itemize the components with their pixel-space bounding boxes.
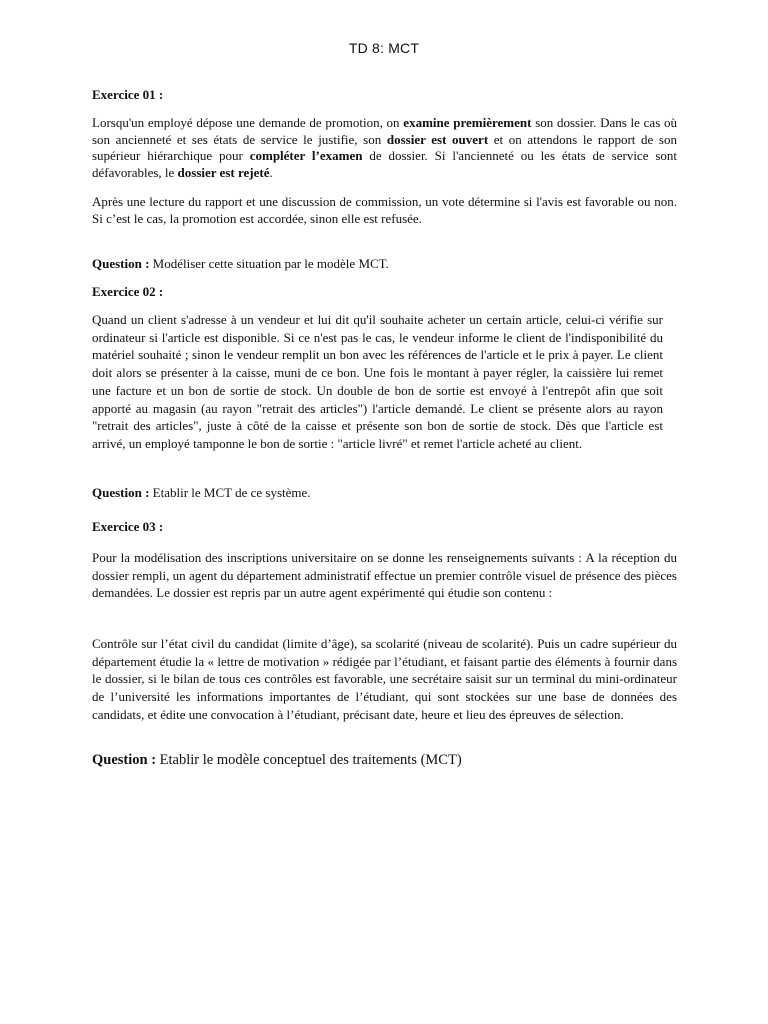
emphasis-text: dossier est ouvert [386,131,489,147]
question-text: Etablir le MCT de ce système. [149,485,311,500]
page-title: TD 8: MCT [348,40,420,56]
exercise-3-paragraph-2: Contrôle sur l’état civil du candidat (limite d’âge), sa scolarité (niveau de scolarité). Puis un cadre supérieur du département étudie la « lettre de motivation » rédigée par l’étudiant, et faisant partie des éléments à fournir dans le dossier, si le bilan de tous ces contrôles est favorable, une secrétaire saisit sur un terminal du mini-ordinateur de l’université les informations importantes de l’étudiant, qui sont stockées sur une base de données des candidats, et édite une convocation à l’étudiant, précisant date, heure et lieu des épreuves de sélection. [92,636,677,722]
question-text: Etablir le modèle conceptuel des traitements (MCT) [156,752,462,768]
exercise-2-paragraph: Quand un client s'adresse à un vendeur et lui dit qu'il souhaite acheter un certain article, celui-ci vérifie sur ordinateur si l'article est disponible. Si ce n'est pas le cas, le vendeur informe le client de l'indisponibilité du matériel souhaité ; sinon le vendeur remplit un bon avec les références de l'article et le prix à payer. Le client doit alors se présenter à la caisse, muni de ce bon. Une fois le montant à payer régler, la caissière lui remet une facture et un bon de sortie de stock. Un double de bon de sortie est envoyé à l'entrepôt afin que soit apporté au magasin (au rayon "retrait des articles") l'article demandé. Le client se présente alors au rayon "retrait des articles", juste à côté de la caisse et présente son bon de sortie de stock. Dès que l'article est arrivé, un employé tamponne le bon de sortie : "article livré" et remet l'article acheté au client. [92,312,663,451]
exercise-1-paragraph-2: Après une lecture du rapport et une discussion de commission, un vote détermine si l'avis est favorable ou non. Si c’est le cas, la promotion est accordée, sinon elle est refusée. [92,194,677,226]
question-label: Question : [92,752,157,768]
text-run: de dossier. Si l'ancienneté ou les états de service sont défavorables, le [92,148,677,180]
exercise-3-question [92,752,462,769]
exercise-1-paragraph-1 [92,115,677,181]
exercise-1-heading: Exercice 01 : [92,87,164,102]
exercise-2-question [92,485,311,501]
exercise-3-paragraph-1: Pour la modélisation des inscriptions universitaire on se donne les renseignements suivants : A la réception du dossier rempli, un agent du département administratif effectue un premier contrôle visuel de présence des pièces demandées. Le dossier est repris par un autre agent expérimenté qui étudie son contenu : [92,550,677,601]
exercise-2-heading: Exercice 02 : [92,284,164,299]
text-run: son dossier. Dans le cas où son ancienneté et ses états de service le justifie, son [92,115,677,147]
text-run: . [269,164,273,180]
emphasis-text: compléter l’examen [249,148,363,163]
emphasis-text: examine premièrement [403,115,532,130]
question-label: Question : [92,485,150,500]
emphasis-text: dossier est rejeté [177,164,270,180]
text-run: Lorsqu'un employé dépose une demande de promotion, on [92,115,404,130]
text-run: et on attendons le rapport de son supérieur hiérarchique pour [92,131,677,163]
exercise-3-heading: Exercice 03 : [92,519,164,534]
question-label: Question : [92,256,150,271]
question-text: Modéliser cette situation par le modèle MCT. [149,256,389,271]
exercise-1-question [92,256,389,272]
